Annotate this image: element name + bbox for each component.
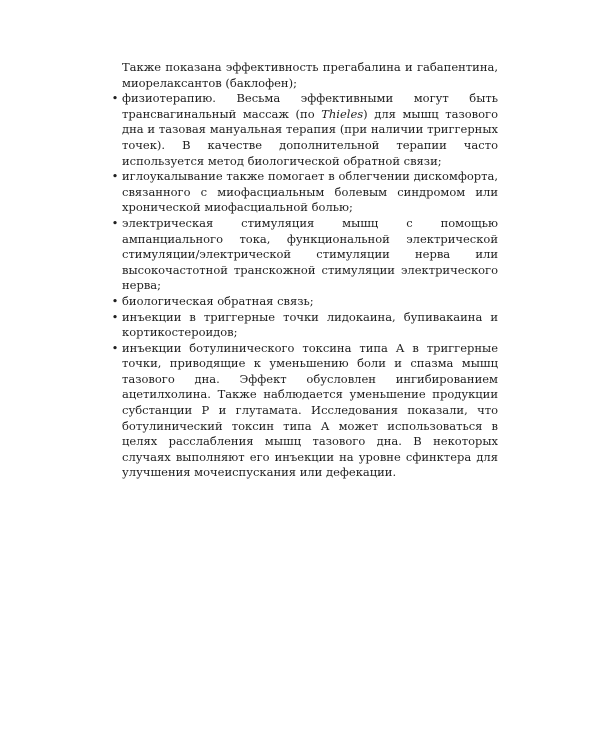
list-item-botulinum — [111, 340, 498, 481]
bullet-icon: • — [111, 309, 119, 324]
body-text — [111, 60, 498, 481]
list-item-acupuncture — [111, 169, 498, 216]
list-item-text: инъекции в триггерные точки лидокаина, бупивакаина и кортикостероидов; — [122, 309, 498, 340]
list-item-text: иглоукалывание также помогает в облегчении дискомфорта, связанного с миофасциальным болевым синдромом или хронической миофасциальной болью; — [122, 169, 498, 215]
bullet-icon: • — [111, 169, 119, 184]
list-item-text: электрическая стимуляция мышц с помощью ампанциального тока, функциональной электрической стимуляции/электрической стимуляции нерва или высокочастотной транскожной стимуляции электрического нерва; — [122, 215, 498, 293]
bullet-icon: • — [111, 215, 119, 230]
treatment-list — [111, 91, 498, 481]
list-item-text: инъекции ботулинического токсина типа А в триггерные точки, приводящие к уменьшению боли и спазма мышц тазового дна. Эффект обусловлен ингибированием ацетилхолина. Также наблюдается уменьшение продукции субстанции P и глутамата. Исследования показали, что ботулинический токсин типа А может использоваться в целях расслабления мышц тазового дна. В некоторых случаях выполняют его инъекции на уровне сфинктера для улучшения мочеиспускания или дефекации. — [122, 340, 498, 480]
list-item-text: физиотерапию. Весьма эффективными могут быть трансвагинальный массаж (по — [122, 91, 498, 121]
bullet-icon: • — [111, 91, 119, 106]
list-item-physiotherapy — [111, 91, 498, 169]
list-item-electrostimulation — [111, 215, 498, 294]
list-item-biofeedback — [111, 293, 498, 310]
list-item-trigger-injections — [111, 309, 498, 341]
bullet-icon: • — [111, 340, 119, 355]
bullet-icon: • — [111, 293, 119, 308]
list-item-text: биологическая обратная связь; — [122, 293, 314, 308]
list-item-emphasis: Thieles — [321, 106, 364, 121]
intro-paragraph: Также показана эффективность прегабалина и габапентина, миорелаксантов (баклофен); — [122, 60, 498, 90]
list-item-text: ) для мышц тазового дна и тазовая мануальная терапия (при наличии триггерных точек). В качестве дополнительной терапии часто используется метод биологической обратной связи; — [122, 106, 498, 168]
